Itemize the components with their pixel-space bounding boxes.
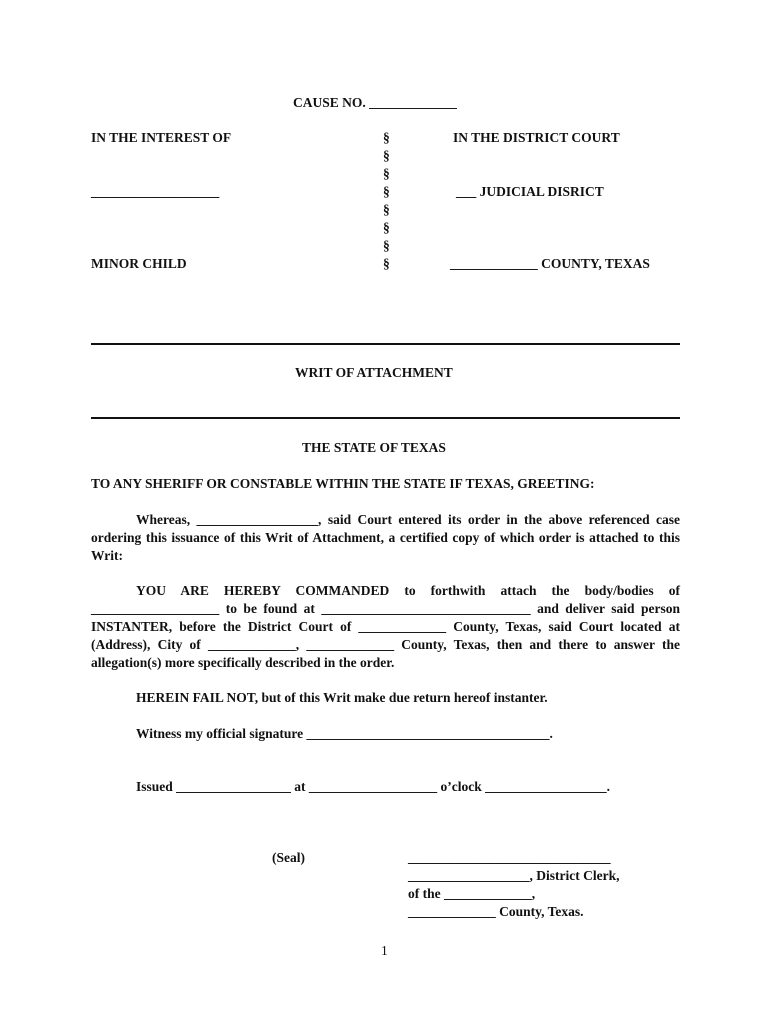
section-mark: § bbox=[383, 166, 390, 181]
caption-in-the-interest: IN THE INTEREST OF bbox=[91, 130, 232, 145]
district-clerk-line: __________________, District Clerk, bbox=[408, 868, 620, 883]
greeting: TO ANY SHERIFF OR CONSTABLE WITHIN THE STATE IF TEXAS, GREETING: bbox=[91, 476, 595, 491]
caption-county-texas: _____________ COUNTY, TEXAS bbox=[450, 256, 650, 271]
issued-line: Issued _________________ at ___________________ o’clock __________________. bbox=[136, 779, 611, 794]
whereas-paragraph bbox=[91, 511, 680, 565]
section-mark: § bbox=[383, 238, 390, 253]
cause-number: CAUSE NO. _____________ bbox=[293, 95, 457, 110]
seal-label: (Seal) bbox=[272, 850, 305, 865]
whereas-text: Whereas, __________________, said Court entered its order in the above referenced case ordering this issuance of this Writ of Attachment, a certified copy of which order is attached to this Writ: bbox=[91, 512, 680, 563]
clerk-signature-line: ______________________________ bbox=[408, 850, 611, 865]
commanded-text: YOU ARE HEREBY COMMANDED to forthwith attach the body/bodies of ___________________ to be found at _______________________________ and deliver said person INSTANTER, before the District Court of _____________ County, Texas, said Court located at (Address), City of _____________, _____________ County, Texas, then and there to answer the allegation(s) more specifically described in the order. bbox=[91, 583, 680, 670]
clerk-county-line: _____________ County, Texas. bbox=[408, 904, 584, 919]
section-mark: § bbox=[383, 184, 390, 199]
caption-child-name-blank: ___________________ bbox=[91, 184, 220, 199]
fail-not-line: HEREIN FAIL NOT, but of this Writ make due return hereof instanter. bbox=[136, 690, 548, 705]
caption-district-court: IN THE DISTRICT COURT bbox=[453, 130, 620, 145]
title-rule-bottom bbox=[91, 417, 680, 419]
commanded-paragraph bbox=[91, 582, 680, 672]
caption-minor-child: MINOR CHILD bbox=[91, 256, 187, 271]
section-mark: § bbox=[383, 256, 390, 271]
of-the-line: of the _____________, bbox=[408, 886, 536, 901]
section-mark: § bbox=[383, 202, 390, 217]
section-mark: § bbox=[383, 148, 390, 163]
title-rule-top bbox=[91, 343, 680, 345]
caption-judicial-district: ___ JUDICIAL DISRICT bbox=[456, 184, 604, 199]
page-number: 1 bbox=[381, 943, 388, 958]
section-mark: § bbox=[383, 220, 390, 235]
section-mark: § bbox=[383, 130, 390, 145]
document-title: WRIT OF ATTACHMENT bbox=[295, 365, 453, 380]
state-heading: THE STATE OF TEXAS bbox=[302, 440, 446, 455]
witness-signature-line: Witness my official signature ____________________________________. bbox=[136, 726, 553, 741]
